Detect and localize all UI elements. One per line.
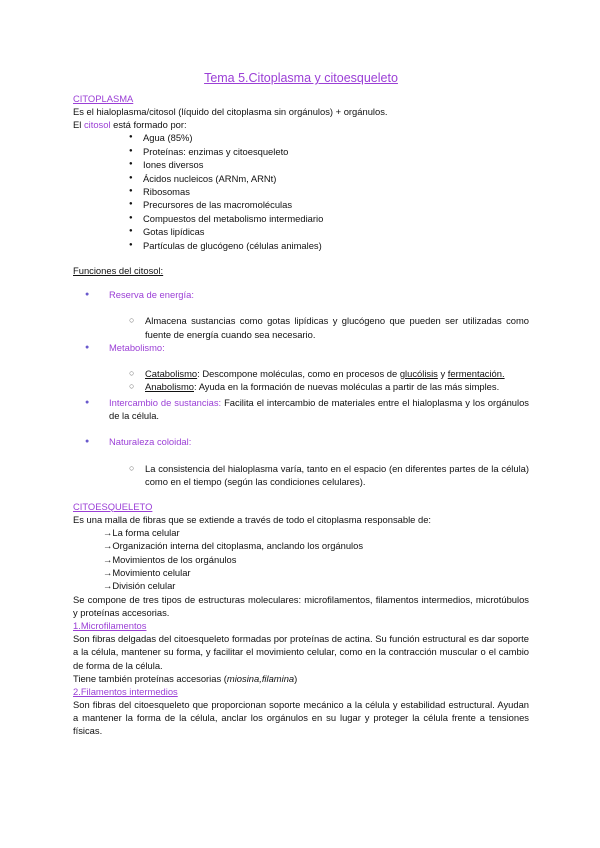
citoesqueleto-functions-list <box>73 526 529 593</box>
citosol-pre: El <box>73 119 84 131</box>
list-item: ● Ácidos nucleicos (ARNm, ARNt) <box>129 172 529 185</box>
citoplasma-definition: Es el hialoplasma/citosol (líquido del citoplasma sin orgánulos) + orgánulos. <box>73 106 388 117</box>
citosol-word: citosol <box>83 119 111 131</box>
catabolismo-term: Catabolismo <box>145 367 198 379</box>
list-item: ● Compuestos del metabolismo intermediario <box>129 212 529 225</box>
circle-bullet-icon: ○ <box>129 381 135 392</box>
list-item: →División celular <box>103 580 176 592</box>
intercambio-label: Intercambio de sustancias: <box>109 396 222 408</box>
reserva-label: Reserva de energía: <box>109 289 194 301</box>
catabolismo-detail <box>73 367 529 380</box>
circle-bullet-icon: ○ <box>129 462 135 473</box>
bullet-icon: ● <box>85 438 90 446</box>
reserva-text: Almacena sustancias como gotas lipídicas y glucógeno que pueden ser utilizadas como fuente de energía cuando sea necesario. <box>145 315 529 340</box>
citosol-post: está formado por: <box>110 119 187 131</box>
list-item: ● Partículas de glucógeno (células animales) <box>129 239 529 252</box>
list-item: ● Agua (85%) <box>129 131 529 144</box>
accesorias-pre: Tiene también proteínas accesorias ( <box>73 672 227 684</box>
metabolismo-item <box>73 341 529 354</box>
coloidal-label: Naturaleza coloidal: <box>109 436 192 448</box>
list-item: →Movimientos de los orgánulos <box>103 553 237 565</box>
list-item: →La forma celular <box>103 526 180 538</box>
citoesqueleto-heading: CITOESQUELETO <box>73 500 153 512</box>
bullet-icon: ● <box>85 398 90 406</box>
page-title: Tema 5.Citoplasma y citoesqueleto <box>204 71 398 85</box>
citosol-components-list <box>73 131 529 252</box>
circle-bullet-icon: ○ <box>129 315 135 326</box>
intercambio-item <box>73 396 529 423</box>
fermentacion-term: fermentación. <box>447 367 505 379</box>
catabolismo-text: : Descompone moléculas, como en procesos de <box>197 367 400 379</box>
microfilamentos-text: Son fibras delgadas del citoesqueleto formadas por proteínas de actina. Su función estructural es dar soporte a la célula, mantener su forma, y facilitar el movimiento celular, como en la contracción muscular o el cambio de forma de la célula. <box>73 633 529 671</box>
accesorias-post: ) <box>294 672 298 684</box>
filamentos-intermedios-text: Son fibras del citoesqueleto que proporcionan soporte mecánico a la célula y estabilidad estructural. Ayudan a mantener la forma de la célula, anclar los orgánulos en su lugar y proteger la célula frente a tensiones físicas. <box>73 698 529 737</box>
list-item: ● Gotas lipídicas <box>129 225 529 238</box>
list-item: ● Precursores de las macromoléculas <box>129 198 529 211</box>
coloidal-detail <box>73 462 529 489</box>
catabolismo-and: y <box>437 367 448 379</box>
list-item: ● Proteínas: enzimas y citoesqueleto <box>129 145 529 158</box>
list-item: ● Iones diversos <box>129 158 529 171</box>
funciones-heading: Funciones del citosol: <box>73 265 164 277</box>
citoesqueleto-definition: Es una malla de fibras que se extiende a través de todo el citoplasma responsable de: <box>73 513 432 525</box>
bullet-icon: ● <box>85 291 90 299</box>
citoplasma-heading: CITOPLASMA <box>73 93 134 104</box>
list-item: ● Ribosomas <box>129 185 529 198</box>
anabolismo-term: Anabolismo <box>145 381 194 393</box>
list-item: →Movimiento celular <box>103 566 191 578</box>
citosol-intro <box>73 118 529 131</box>
reserva-item <box>73 288 529 301</box>
metabolismo-label: Metabolismo: <box>109 342 165 354</box>
reserva-detail <box>73 314 529 341</box>
microfilamentos-accesorias <box>73 672 529 685</box>
anabolismo-detail <box>73 380 529 393</box>
glucolisis-term: glucólisis <box>399 367 438 379</box>
anabolismo-text: : Ayuda en la formación de nuevas moléculas a partir de las más simples. <box>194 381 500 393</box>
microfilamentos-heading: 1.Microfilamentos <box>73 620 147 632</box>
coloidal-item <box>73 435 529 448</box>
intercambio-text: Facilita el intercambio de materiales entre el hialoplasma y los orgánulos de la célula. <box>109 396 529 421</box>
tipos-paragraph: Se compone de tres tipos de estructuras moleculares: microfilamentos, filamentos intermedios, microtúbulos y proteínas accesorias. <box>73 593 529 618</box>
accesorias-italic: miosina,filamina <box>226 672 295 684</box>
circle-bullet-icon: ○ <box>129 367 135 378</box>
filamentos-intermedios-heading: 2.Filamentos intermedios <box>73 685 178 697</box>
coloidal-text: La consistencia del hialoplasma varía, tanto en el espacio (en diferentes partes de la célula) como en el tiempo (según las condiciones celulares). <box>145 462 529 488</box>
list-item: →Organización interna del citoplasma, anclando los orgánulos <box>103 540 364 552</box>
document-page <box>73 70 529 738</box>
bullet-icon: ● <box>85 344 90 352</box>
